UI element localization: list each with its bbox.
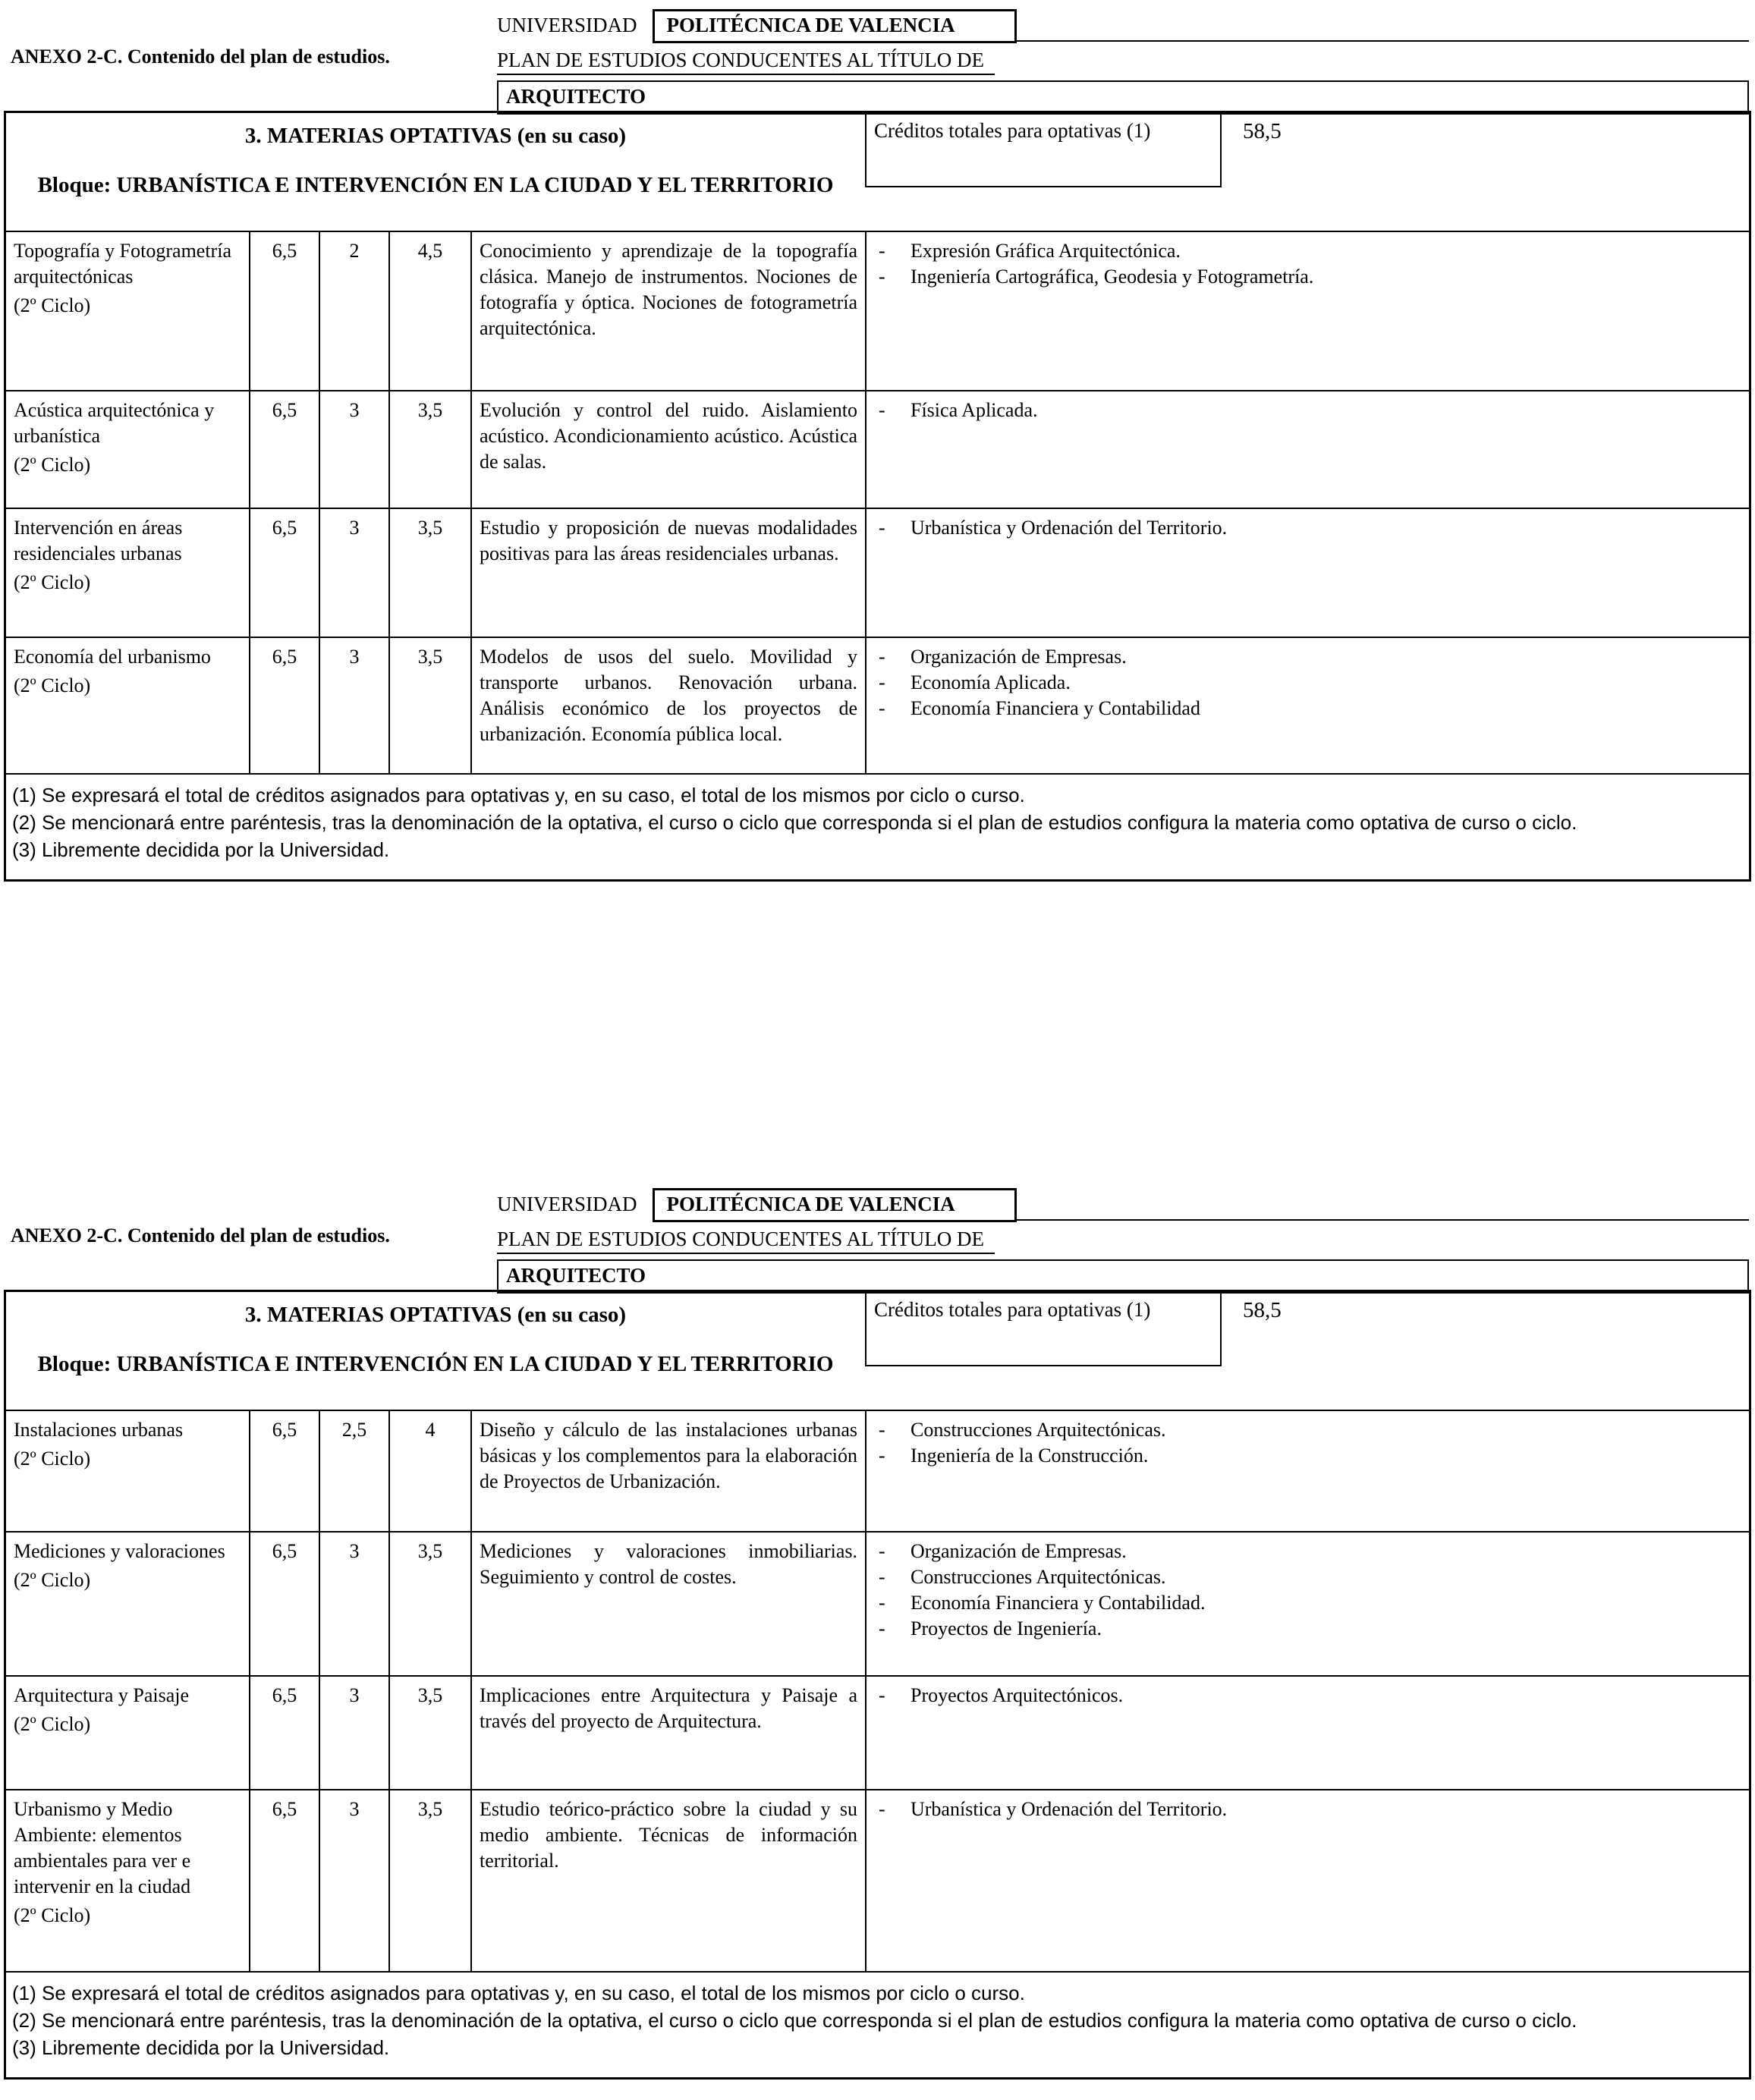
subject-name: Economía del urbanismo — [14, 646, 211, 668]
credits-total-cell: 6,5 — [249, 232, 319, 390]
footnote: (2) Se mencionará entre paréntesis, tras la denominación de la optativa, el curso o ciclo que corresponda si el plan de estudios configura la materia como optativa de curso o ciclo. — [12, 811, 1577, 834]
annex-label: ANEXO 2-C. Contenido del plan de estudios. — [11, 1224, 390, 1246]
document-header — [0, 1185, 1755, 1290]
area-item: - Organización de Empresas. — [874, 644, 1329, 670]
subject-row — [6, 637, 1749, 773]
credits-practice-cell: 4,5 — [388, 232, 470, 390]
credits-practice-cell: 3,5 — [388, 1790, 470, 1971]
annex-label: ANEXO 2-C. Contenido del plan de estudios. — [11, 46, 390, 68]
credits-practice-cell: 3,5 — [388, 638, 470, 773]
area-item: - Organización de Empresas. — [874, 1539, 1329, 1564]
subject-cycle: (2º Ciclo) — [14, 1448, 91, 1470]
credits-total-cell: 6,5 — [249, 509, 319, 637]
subject-cycle: (2º Ciclo) — [14, 571, 91, 593]
area-item: - Economía Financiera y Contabilidad — [874, 696, 1329, 721]
credits-practice-cell: 3,5 — [388, 391, 470, 508]
header-right — [497, 1188, 1749, 1294]
footnote: (3) Libremente decidida por la Universidad. — [12, 2036, 390, 2059]
table-title: 3. MATERIAS OPTATIVAS (en su caso) — [244, 1303, 627, 1327]
subject-name: Instalaciones urbanas — [14, 1419, 184, 1441]
area-item: - Proyectos de Ingeniería. — [874, 1616, 1329, 1642]
optional-subjects-table — [4, 1290, 1751, 2080]
block-title: Bloque: URBANÍSTICA E INTERVENCIÓN EN LA CIUDAD Y EL TERRITORIO — [37, 173, 834, 197]
subject-description: Diseño y cálculo de las instalaciones urbanas básicas y los complementos para la elaboración de Proyectos de Urbanización. — [470, 1411, 865, 1531]
knowledge-areas — [865, 391, 1749, 508]
knowledge-areas — [865, 232, 1749, 390]
subject-cycle: (2º Ciclo) — [14, 454, 91, 476]
subject-description: Estudio teórico-práctico sobre la ciudad y su medio ambiente. Técnicas de información territorial. — [470, 1790, 865, 1971]
form-page-1 — [0, 6, 1755, 882]
university-row — [497, 1188, 1749, 1222]
subject-row — [6, 1789, 1749, 1971]
credits-total-cell: 6,5 — [249, 1411, 319, 1531]
credits-theory-cell: 2 — [319, 232, 388, 390]
subject-description: Modelos de usos del suelo. Movilidad y transporte urbanos. Renovación urbana. Análisis económico de los proyectos de urbanización. Economía pública local. — [470, 638, 865, 773]
area-item: - Economía Financiera y Contabilidad. — [874, 1590, 1329, 1616]
plan-title-row — [497, 49, 1749, 75]
knowledge-areas — [865, 638, 1749, 773]
subject-row — [6, 1531, 1749, 1675]
plan-title-line: PLAN DE ESTUDIOS CONDUCENTES AL TÍTULO DE — [497, 1228, 995, 1254]
knowledge-areas — [865, 1677, 1749, 1789]
subject-cycle: (2º Ciclo) — [14, 674, 91, 696]
footnote: (2) Se mencionará entre paréntesis, tras la denominación de la optativa, el curso o ciclo que corresponda si el plan de estudios configura la materia como optativa de curso o ciclo. — [12, 2009, 1577, 2032]
rule-line — [1017, 9, 1750, 42]
degree-box: ARQUITECTO — [497, 80, 1749, 115]
table-header — [6, 1292, 1749, 1410]
subject-name: Topografía y Fotogrametría arquitectónicas — [14, 240, 231, 288]
footnotes — [6, 773, 1749, 879]
plan-title-line: PLAN DE ESTUDIOS CONDUCENTES AL TÍTULO DE — [497, 49, 995, 75]
footnotes — [6, 1971, 1749, 2077]
subject-description: Mediciones y valoraciones inmobiliarias. Seguimiento y control de costes. — [470, 1533, 865, 1675]
credits-theory-cell: 2,5 — [319, 1411, 388, 1531]
subject-description: Conocimiento y aprendizaje de la topografía clásica. Manejo de instrumentos. Nociones de fotografía y óptica. Nociones de fotogrametría arquitectónica. — [470, 232, 865, 390]
university-row — [497, 9, 1749, 43]
area-item: - Urbanística y Ordenación del Territorio. — [874, 515, 1329, 541]
credits-total-cell: 6,5 — [249, 391, 319, 508]
plan-title-row — [497, 1228, 1749, 1254]
subject-row — [6, 508, 1749, 637]
subject-cycle: (2º Ciclo) — [14, 1904, 91, 1926]
block-title: Bloque: URBANÍSTICA E INTERVENCIÓN EN LA CIUDAD Y EL TERRITORIO — [37, 1352, 834, 1376]
header-right — [497, 9, 1749, 115]
area-item: - Ingeniería de la Construcción. — [874, 1443, 1329, 1469]
subject-cycle: (2º Ciclo) — [14, 1569, 91, 1591]
credits-total-value: 58,5 — [1243, 1298, 1282, 1322]
area-item: - Urbanística y Ordenación del Territorio. — [874, 1797, 1329, 1822]
table-title: 3. MATERIAS OPTATIVAS (en su caso) — [244, 124, 627, 148]
subject-description: Evolución y control del ruido. Aislamiento acústico. Acondicionamiento acústico. Acústica de salas. — [470, 391, 865, 508]
knowledge-areas — [865, 509, 1749, 637]
table-header-left — [6, 113, 865, 231]
rule-line — [1017, 1188, 1750, 1221]
credits-total-label: Créditos totales para optativas (1) — [865, 113, 1222, 187]
subject-name: Acústica arquitectónica y urbanística — [14, 399, 215, 447]
form-page-2 — [0, 1185, 1755, 2080]
footnote: (3) Libremente decidida por la Universidad. — [12, 838, 390, 861]
university-name-box: POLITÉCNICA DE VALENCIA — [653, 1188, 1017, 1222]
footnote: (1) Se expresará el total de créditos asignados para optativas y, en su caso, el total de los mismos por ciclo o curso. — [12, 784, 1025, 806]
subject-row — [6, 1675, 1749, 1789]
subject-description: Implicaciones entre Arquitectura y Paisaje a través del proyecto de Arquitectura. — [470, 1677, 865, 1789]
credits-theory-cell: 3 — [319, 1790, 388, 1971]
credits-practice-cell: 3,5 — [388, 509, 470, 637]
optional-subjects-table — [4, 111, 1751, 882]
credits-theory-cell: 3 — [319, 638, 388, 773]
area-item: - Construcciones Arquitectónicas. — [874, 1417, 1329, 1443]
credits-practice-cell: 3,5 — [388, 1533, 470, 1675]
area-item: - Economía Aplicada. — [874, 670, 1329, 696]
credits-total-cell: 6,5 — [249, 1533, 319, 1675]
university-name-box: POLITÉCNICA DE VALENCIA — [653, 9, 1017, 43]
credits-total-cell: 6,5 — [249, 1790, 319, 1971]
subject-name: Intervención en áreas residenciales urbanas — [14, 517, 183, 564]
subject-row — [6, 390, 1749, 508]
footnote: (1) Se expresará el total de créditos asignados para optativas y, en su caso, el total de los mismos por ciclo o curso. — [12, 1982, 1025, 2004]
area-item: - Proyectos Arquitectónicos. — [874, 1683, 1329, 1709]
credits-total-cell: 6,5 — [249, 638, 319, 773]
credits-theory-cell: 3 — [319, 1533, 388, 1675]
credits-practice-cell: 3,5 — [388, 1677, 470, 1789]
document-header — [0, 6, 1755, 111]
knowledge-areas — [865, 1790, 1749, 1971]
area-item: - Expresión Gráfica Arquitectónica. — [874, 238, 1329, 264]
credits-theory-cell: 3 — [319, 1677, 388, 1789]
university-label: UNIVERSIDAD — [497, 14, 637, 36]
subject-name: Arquitectura y Paisaje — [14, 1684, 190, 1706]
knowledge-areas — [865, 1533, 1749, 1675]
credits-total-value: 58,5 — [1243, 119, 1282, 143]
subject-row — [6, 1410, 1749, 1531]
subject-name: Urbanismo y Medio Ambiente: elementos ambientales para ver e intervenir en la ciudad — [14, 1798, 191, 1897]
table-header-left — [6, 1292, 865, 1410]
subject-name: Mediciones y valoraciones — [14, 1540, 225, 1562]
area-item: - Ingeniería Cartográfica, Geodesia y Fotogrametría. — [874, 264, 1329, 290]
degree-box: ARQUITECTO — [497, 1259, 1749, 1294]
table-header — [6, 113, 1749, 231]
area-item: - Construcciones Arquitectónicas. — [874, 1564, 1329, 1590]
subject-cycle: (2º Ciclo) — [14, 294, 91, 316]
university-label: UNIVERSIDAD — [497, 1193, 637, 1215]
subject-row — [6, 231, 1749, 390]
subject-description: Estudio y proposición de nuevas modalidades positivas para las áreas residenciales urbanas. — [470, 509, 865, 637]
credits-practice-cell: 4 — [388, 1411, 470, 1531]
credits-total-label: Créditos totales para optativas (1) — [865, 1292, 1222, 1366]
credits-theory-cell: 3 — [319, 391, 388, 508]
subject-cycle: (2º Ciclo) — [14, 1713, 91, 1735]
credits-theory-cell: 3 — [319, 509, 388, 637]
area-item: - Física Aplicada. — [874, 398, 1329, 423]
knowledge-areas — [865, 1411, 1749, 1531]
credits-total-cell: 6,5 — [249, 1677, 319, 1789]
